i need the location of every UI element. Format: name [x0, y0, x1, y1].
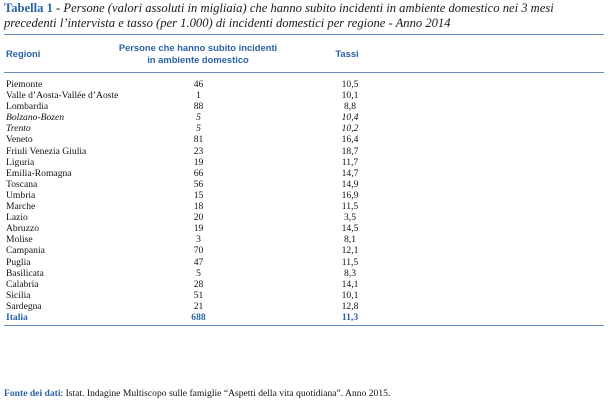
- cell-tasso: 11,5: [341, 201, 359, 213]
- cell-regione: Molise: [6, 234, 33, 246]
- table-row: [4, 179, 604, 190]
- cell-regione: Veneto: [6, 134, 33, 146]
- header-persone: Persone che hanno subito incidenti in ambiente domestico: [118, 42, 278, 65]
- cell-tasso: 14,1: [341, 278, 359, 290]
- table-row: [4, 257, 604, 268]
- cell-regione: Bolzano-Bozen: [6, 112, 65, 124]
- cell-regione: Puglia: [6, 256, 31, 268]
- cell-tasso: 18,7: [341, 145, 359, 157]
- cell-persone: 56: [193, 178, 204, 190]
- table-row: [4, 234, 604, 245]
- cell-persone: 21: [193, 300, 204, 312]
- table-row: [4, 101, 604, 112]
- table-row: [4, 223, 604, 234]
- cell-persone: 18: [193, 201, 204, 213]
- table-title: Persone (valori assoluti in migliaia) che hanno subito incidenti in ambiente domestico nei 3 mesi precedenti l’intervista e tasso (per 1.000) di incidenti domestici per regione - Anno 2014: [4, 1, 554, 30]
- table-row: [4, 134, 604, 145]
- cell-persone: 81: [193, 134, 204, 146]
- cell-tasso: 3,5: [344, 212, 356, 224]
- cell-regione: Trento: [6, 123, 31, 135]
- cell-tasso: 11,3: [341, 311, 359, 323]
- cell-tasso: 14,7: [341, 167, 359, 179]
- cell-tasso: 10,2: [341, 123, 359, 135]
- cell-persone: 47: [193, 256, 204, 268]
- data-source: [4, 388, 390, 400]
- cell-regione: Italia: [6, 311, 28, 323]
- table-row: [4, 168, 604, 179]
- cell-regione: Calabria: [6, 278, 39, 290]
- cell-persone: 88: [193, 101, 204, 113]
- cell-persone: 19: [193, 223, 204, 235]
- caption-separator: -: [52, 1, 64, 15]
- table-row: [4, 245, 604, 256]
- cell-persone: 3: [196, 234, 201, 246]
- table-header: [4, 35, 604, 73]
- cell-tasso: 11,5: [341, 256, 359, 268]
- cell-regione: Emilia-Romagna: [6, 167, 72, 179]
- cell-persone: 66: [193, 167, 204, 179]
- cell-tasso: 12,8: [341, 300, 359, 312]
- cell-persone: 5: [196, 123, 201, 135]
- cell-tasso: 8,8: [344, 101, 356, 113]
- cell-persone: 15: [193, 189, 204, 201]
- cell-persone: 51: [193, 289, 204, 301]
- table-caption: [4, 1, 608, 31]
- table-row: [4, 212, 604, 223]
- cell-persone: 70: [193, 245, 204, 257]
- cell-regione: Marche: [6, 201, 36, 213]
- cell-tasso: 10,5: [341, 79, 359, 90]
- cell-tasso: 10,1: [341, 90, 359, 102]
- cell-regione: Friuli Venezia Giulia: [6, 145, 87, 157]
- cell-persone: 20: [193, 212, 204, 224]
- table-body: [4, 73, 604, 325]
- table-row: [4, 268, 604, 279]
- cell-tasso: 16,9: [341, 189, 359, 201]
- table-row: [4, 90, 604, 101]
- table-row: [4, 279, 604, 290]
- cell-regione: Sicilia: [6, 289, 31, 301]
- cell-regione: Abruzzo: [6, 223, 40, 235]
- cell-tasso: 14,5: [341, 223, 359, 235]
- cell-tasso: 10,1: [341, 289, 359, 301]
- cell-tasso: 14,9: [341, 178, 359, 190]
- cell-regione: Basilicata: [6, 267, 44, 279]
- table-row-total: [4, 312, 604, 323]
- table-row: [4, 290, 604, 301]
- cell-regione: Lombardia: [6, 101, 49, 113]
- cell-tasso: 10,4: [341, 112, 359, 124]
- source-text: : Istat. Indagine Multiscopo sulle famiglie “Aspetti della vita quotidiana”. Anno 2015.: [60, 388, 391, 399]
- cell-persone: 5: [196, 112, 201, 124]
- cell-persone: 46: [193, 79, 204, 90]
- cell-regione: Piemonte: [6, 79, 43, 90]
- source-label: Fonte dei dati: [4, 388, 61, 399]
- cell-persone: 688: [191, 311, 206, 323]
- table-row: [4, 146, 604, 157]
- table-row: [4, 190, 604, 201]
- cell-regione: Lazio: [6, 212, 28, 224]
- cell-regione: Valle d’Aosta-Vallée d’Aoste: [6, 90, 119, 102]
- cell-persone: 28: [193, 278, 204, 290]
- cell-tasso: 12,1: [341, 245, 359, 257]
- cell-persone: 19: [193, 156, 204, 168]
- cell-persone: 5: [196, 267, 201, 279]
- cell-regione: Liguria: [6, 156, 35, 168]
- cell-tasso: 8,3: [344, 267, 356, 279]
- table-row: [4, 157, 604, 168]
- table-row: [4, 123, 604, 134]
- header-regioni: Regioni: [6, 48, 41, 59]
- cell-persone: 23: [193, 145, 204, 157]
- cell-regione: Sardegna: [6, 300, 42, 312]
- cell-regione: Umbria: [6, 189, 36, 201]
- header-tassi: Tassi: [335, 48, 359, 59]
- cell-tasso: 16,4: [341, 134, 359, 146]
- cell-tasso: 8,1: [344, 234, 356, 246]
- table-number: Tabella 1: [4, 1, 53, 15]
- cell-regione: Toscana: [6, 178, 38, 190]
- data-table: [4, 34, 604, 326]
- table-row: [4, 201, 604, 212]
- table-row: [4, 112, 604, 123]
- table-row: [4, 301, 604, 312]
- table-row: [4, 79, 604, 90]
- cell-regione: Campania: [6, 245, 45, 257]
- cell-persone: 1: [196, 90, 201, 102]
- cell-tasso: 11,7: [341, 156, 359, 168]
